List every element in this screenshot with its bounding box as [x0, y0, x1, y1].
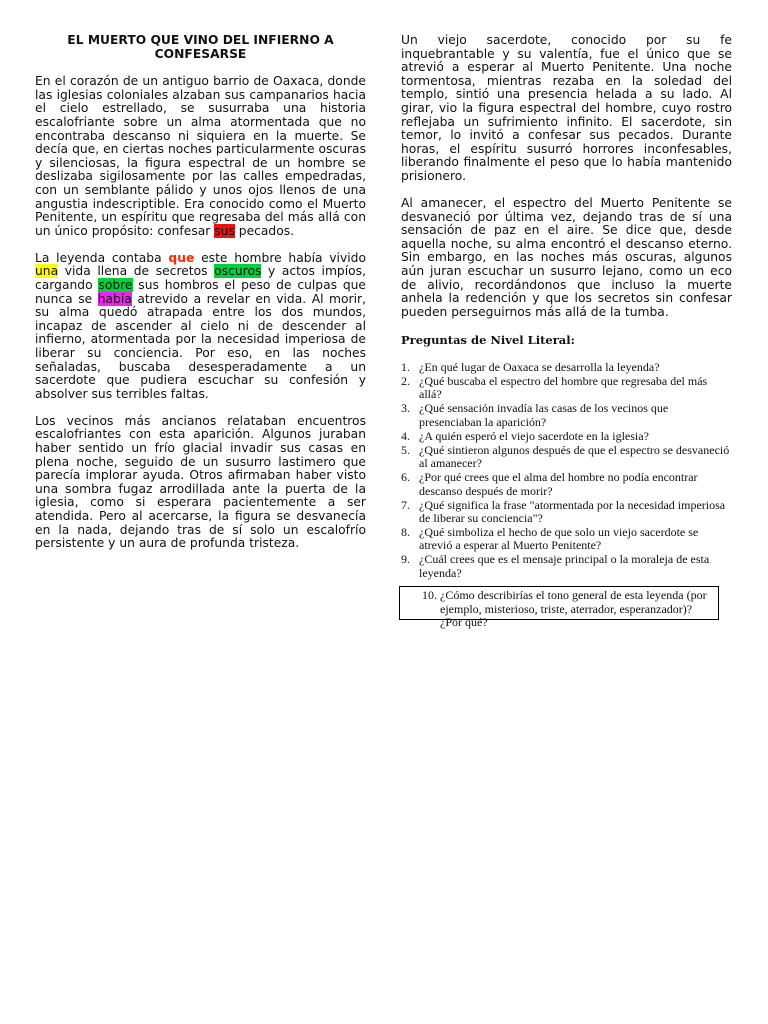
question-number: 2.: [401, 373, 410, 388]
question-number: 10.: [422, 588, 437, 603]
question-number: 6.: [401, 470, 410, 485]
question-item: [401, 471, 732, 498]
paragraph-2-text-b: este hombre había vivido: [194, 250, 366, 265]
question-number: 3.: [401, 401, 410, 416]
question-number: 4.: [401, 428, 410, 443]
paragraph-3: Los vecinos más ancianos relataban encuentros escalofriantes con esta aparición. Algunos juraban haber sentido un frío glacial invadir sus casas en plena noche, seguido de un susurro lastimero que parecía implorar ayuda. Otros afirmaban haber visto una sombra fugaz arrodillada ante la puerta de la iglesia, como si esperara pacientemente a ser atendida. Pero al acercarse, la figura se desvanecía en la nada, dejando tras de sí solo un escalofrío persistente y un aura de profunda tristeza.: [35, 413, 366, 551]
question-item: [401, 361, 732, 374]
question-text: ¿Qué sintieron algunos después de que el espectro se desvaneció al amanecer?: [419, 442, 730, 471]
question-item: [401, 375, 732, 402]
question-text: ¿Por qué crees que el alma del hombre no podía encontrar descanso después de morir?: [419, 470, 698, 498]
question-text: ¿A quién esperó el viejo sacerdote en la iglesia?: [419, 428, 649, 443]
highlight-que: que: [168, 250, 195, 265]
paragraph-1-end: pecados.: [234, 223, 295, 238]
paragraph-5: Al amanecer, el espectro del Muerto Penitente se desvaneció por última vez, dejando tras de sí una sensación de paz en el aire. Se dice que, desde aquella noche, su alma encontró el descanso eterno. Sin embargo, en las noches más oscuras, algunos aún juran escuchar un susurro lejano, como un eco de alivio, recordándonos que incluso la muerte anhela la redención y que los secretos sin confesar pueden perseguirnos más allá de la tumba.: [401, 196, 732, 319]
question-item: [401, 499, 732, 526]
right-column: [401, 33, 732, 629]
boxed-question: [399, 586, 719, 629]
paragraph-2-text-a: La leyenda contaba: [35, 250, 169, 265]
paragraph-1: [35, 75, 366, 238]
paragraph-2-text-c: vida llena de secretos: [58, 264, 215, 279]
question-text: ¿En qué lugar de Oaxaca se desarrolla la leyenda?: [419, 359, 660, 374]
questions-list: [401, 361, 732, 580]
left-column: [35, 34, 366, 564]
highlight-oscuros: oscuros: [214, 264, 262, 279]
question-number: 9.: [401, 552, 410, 567]
paragraph-2: [35, 252, 366, 402]
question-item: [401, 553, 732, 580]
highlight-una: una: [35, 264, 59, 279]
paragraph-4: Un viejo sacerdote, conocido por su fe inquebrantable y su valentía, fue el único que se atrevió a esperar al Muerto Penitente. Una noche tormentosa, mientras rezaba en la soledad del templo, sintió una presencia helada a su lado. Al girar, vio la figura espectral del hombre, cuyo rostro reflejaba un sufrimiento infinito. El sacerdote, sin temor, lo invitó a confesar sus pecados. Durante horas, el espíritu susurró horrores inconfesables, liberando finalmente el peso que lo había mantenido prisionero.: [401, 33, 732, 183]
highlight-sus: sus: [214, 223, 235, 238]
question-text: ¿Cuál crees que es el mensaje principal o la moraleja de esta leyenda?: [419, 552, 710, 580]
paragraph-1-text: En el corazón de un antiguo barrio de Oaxaca, donde las iglesias coloniales alzaban sus campanarios hacia el cielo estrellado, se susurraba una historia escalofriante sobre un alma atormentada que no encontraba descanso ni siquiera en la muerte. Se decía que, en ciertas noches particularmente oscuras y silenciosas, la figura espectral de un hombre se deslizaba sigilosamente por las calles empedradas, con un semblante pálido y unos ojos llenos de una angustia indescriptible. Era conocido como el Muerto Penitente, un espíritu que regresaba del más allá con un único propósito: confesar: [35, 74, 366, 238]
questions-heading: Preguntas de Nivel Literal:: [401, 332, 575, 347]
question-item: [401, 444, 732, 471]
question-item: [401, 526, 732, 553]
question-number: 7.: [401, 497, 410, 512]
question-item: [401, 402, 732, 429]
highlight-sobre: sobre: [98, 278, 133, 292]
paragraph-2-text-e: sus hombros el peso de culpas que nunca se: [35, 278, 367, 306]
question-text: ¿Cómo describirías el tono general de esta leyenda (por ejemplo, misterioso, triste, aterrador, esperanzador)? ¿Por qué?: [440, 588, 707, 629]
question-text: ¿Qué sensación invadía las casas de los vecinos que presenciaban la aparición?: [419, 401, 669, 429]
question-item: [401, 430, 732, 443]
question-text: ¿Qué significa la frase "atormentada por la necesidad imperiosa de liberar su conciencia"?: [419, 497, 726, 525]
question-number: 1.: [401, 359, 410, 374]
question-text: ¿Qué buscaba el espectro del hombre que regresaba del más allá?: [419, 373, 708, 402]
question-number: 5.: [401, 442, 410, 457]
highlight-habia: había: [97, 291, 132, 306]
paragraph-2-text-f: atrevido a revelar en vida. Al morir, su alma quedó atrapada entre los dos mundos, incapaz de ascender al cielo ni de descender al infierno, atormentada por la necesidad imperiosa de liberar su conciencia. Por eso, en las noches señaladas, buscaba desesperadamente a un sacerdote que pudiera escuchar su confesión y absolver sus terribles faltas.: [35, 291, 366, 401]
paragraph-2-text-d: y actos impíos, cargando: [35, 264, 366, 292]
question-text: ¿Qué simboliza el hecho de que solo un viejo sacerdote se atrevió a esperar al Muerto Penitente?: [419, 524, 699, 553]
story-title: EL MUERTO QUE VINO DEL INFIERNO A CONFESARSE: [67, 33, 334, 61]
question-number: 8.: [401, 524, 410, 539]
